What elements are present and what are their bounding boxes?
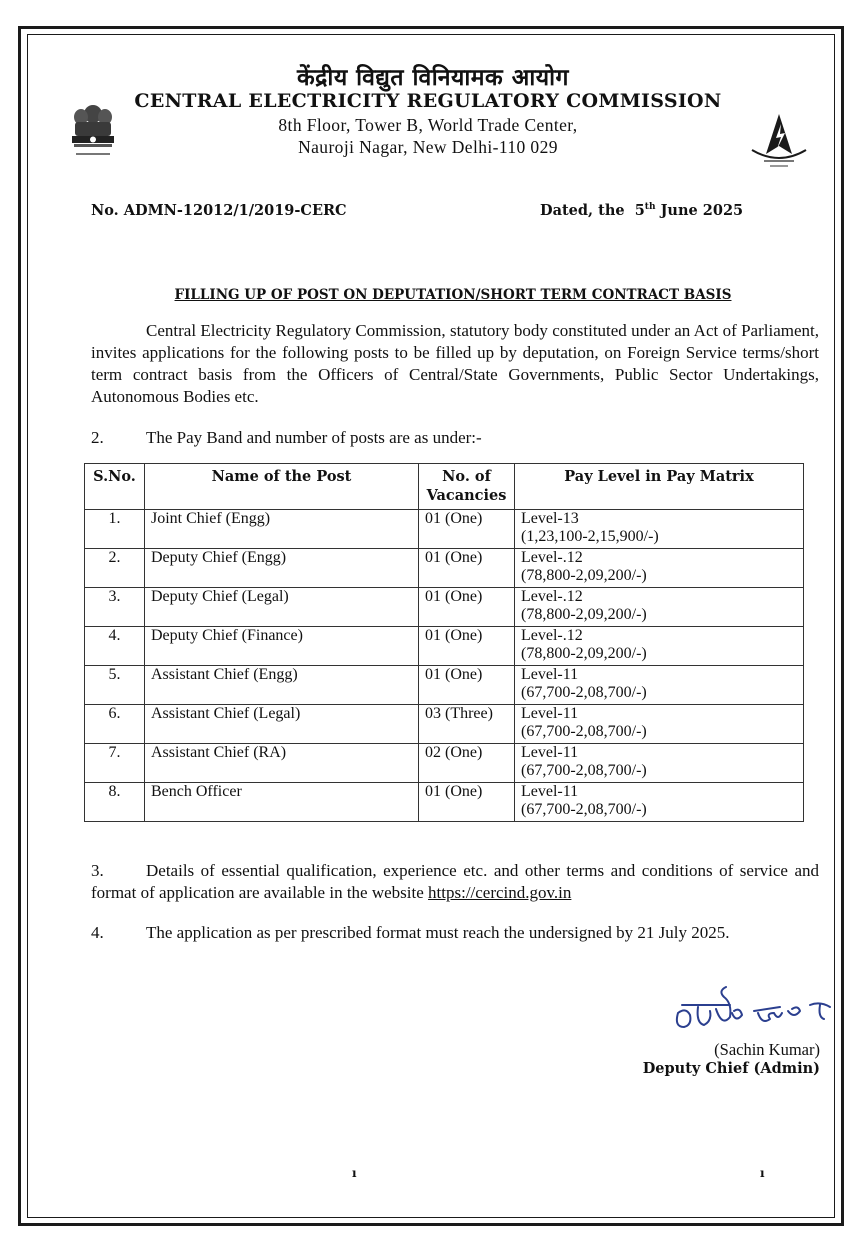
dated-prefix: Dated, the — [540, 202, 625, 219]
reference-number: No. ADMN-12012/1/2019-CERC — [91, 202, 347, 219]
cell-post-name: Assistant Chief (Legal) — [145, 705, 419, 744]
table-row — [85, 549, 804, 588]
pay-level: Level-11 — [521, 666, 579, 683]
cell-vacancies: 01 (One) — [419, 510, 515, 549]
cell-sno: 2. — [85, 549, 145, 588]
cell-sno: 7. — [85, 744, 145, 783]
pay-range: (67,700-2,08,700/-) — [521, 762, 647, 779]
cell-pay-level — [515, 627, 804, 666]
dated-day: 5 — [634, 202, 645, 219]
hindi-title: केंद्रीय विद्युत विनियामक आयोग — [297, 65, 569, 91]
pay-range: (67,700-2,08,700/-) — [521, 801, 647, 818]
pay-level: Level-.12 — [521, 627, 583, 644]
column-header-post: Name of the Post — [145, 464, 419, 510]
column-header-pay-level: Pay Level in Pay Matrix — [515, 464, 804, 510]
paragraph-text: Details of essential qualification, experience etc. and other terms and conditions of service and format of application are available in the website — [91, 861, 819, 902]
pay-range: (78,800-2,09,200/-) — [521, 606, 647, 623]
pay-range: (78,800-2,09,200/-) — [521, 645, 647, 662]
table-row — [85, 588, 804, 627]
cell-post-name: Deputy Chief (Finance) — [145, 627, 419, 666]
paragraph-2 — [91, 427, 819, 449]
website-link[interactable]: https://cercind.gov.in — [428, 883, 572, 902]
paragraph-1: Central Electricity Regulatory Commission, statutory body constituted under an Act of Parliament, invites applications for the following posts to be filled up by deputation, on Foreign Service terms/short term contract basis from the Officers of Central/State Governments, Public Sector Undertakings, Autonomous Bodies etc. — [91, 321, 819, 406]
paragraph-number: 2. — [91, 428, 104, 447]
column-header-vacancies: No. of Vacancies — [419, 464, 515, 510]
cell-sno: 8. — [85, 783, 145, 822]
address-line-2: Nauroji Nagar, New Delhi-110 029 — [298, 137, 558, 157]
cell-vacancies: 02 (One) — [419, 744, 515, 783]
table-row — [85, 783, 804, 822]
cell-post-name: Joint Chief (Engg) — [145, 510, 419, 549]
dated-month-year: June 2025 — [660, 202, 744, 219]
cell-vacancies: 01 (One) — [419, 588, 515, 627]
cell-pay-level — [515, 666, 804, 705]
signer-designation: Deputy Chief (Admin) — [642, 1060, 820, 1077]
cell-sno: 6. — [85, 705, 145, 744]
cell-sno: 1. — [85, 510, 145, 549]
cell-post-name: Deputy Chief (Legal) — [145, 588, 419, 627]
cell-vacancies: 03 (Three) — [419, 705, 515, 744]
table-row — [85, 744, 804, 783]
table-row — [85, 705, 804, 744]
column-header-sno: S.No. — [85, 464, 145, 510]
cell-vacancies: 01 (One) — [419, 627, 515, 666]
posts-table — [84, 463, 804, 822]
pay-range: (67,700-2,08,700/-) — [521, 723, 647, 740]
pay-level: Level-11 — [521, 744, 579, 761]
cell-post-name: Deputy Chief (Engg) — [145, 549, 419, 588]
address-line-1: 8th Floor, Tower B, World Trade Center, — [278, 115, 578, 135]
cell-sno: 5. — [85, 666, 145, 705]
paragraph-text: The Pay Band and number of posts are as under:- — [146, 428, 482, 447]
cell-sno: 3. — [85, 588, 145, 627]
paragraph-4 — [91, 922, 819, 944]
handwritten-signature — [670, 983, 840, 1039]
cell-pay-level — [515, 549, 804, 588]
table-row — [85, 627, 804, 666]
pay-range: (1,23,100-2,15,900/-) — [521, 528, 659, 545]
pay-level: Level-.12 — [521, 588, 583, 605]
cell-vacancies: 01 (One) — [419, 783, 515, 822]
paragraph-number: 4. — [91, 923, 104, 942]
scan-mark: ı — [760, 1166, 765, 1180]
paragraph-text: The application as per prescribed format must reach the undersigned by 21 July 2025. — [146, 923, 730, 942]
pay-level: Level-11 — [521, 783, 579, 800]
cell-pay-level — [515, 510, 804, 549]
pay-level: Level-13 — [521, 510, 579, 527]
cell-vacancies: 01 (One) — [419, 666, 515, 705]
cell-pay-level — [515, 783, 804, 822]
table-row — [85, 510, 804, 549]
signer-name: (Sachin Kumar) — [714, 1040, 820, 1059]
paragraph-number: 3. — [91, 861, 104, 880]
cell-pay-level — [515, 705, 804, 744]
cell-post-name: Assistant Chief (Engg) — [145, 666, 419, 705]
table-header-row — [85, 464, 804, 510]
scan-mark: ı — [352, 1166, 357, 1180]
pay-level: Level-11 — [521, 705, 579, 722]
subject-heading: FILLING UP OF POST ON DEPUTATION/SHORT TERM CONTRACT BASIS — [174, 287, 732, 303]
cell-pay-level — [515, 744, 804, 783]
cell-pay-level — [515, 588, 804, 627]
pay-range: (78,800-2,09,200/-) — [521, 567, 647, 584]
cell-post-name: Assistant Chief (RA) — [145, 744, 419, 783]
table-row — [85, 666, 804, 705]
paragraph-3 — [91, 860, 819, 904]
org-name: CENTRAL ELECTRICITY REGULATORY COMMISSION — [134, 90, 722, 112]
pay-level: Level-.12 — [521, 549, 583, 566]
cell-vacancies: 01 (One) — [419, 549, 515, 588]
dated-line — [540, 202, 743, 219]
pay-range: (67,700-2,08,700/-) — [521, 684, 647, 701]
cell-post-name: Bench Officer — [145, 783, 419, 822]
dated-day-suffix: th — [644, 202, 656, 213]
cell-sno: 4. — [85, 627, 145, 666]
